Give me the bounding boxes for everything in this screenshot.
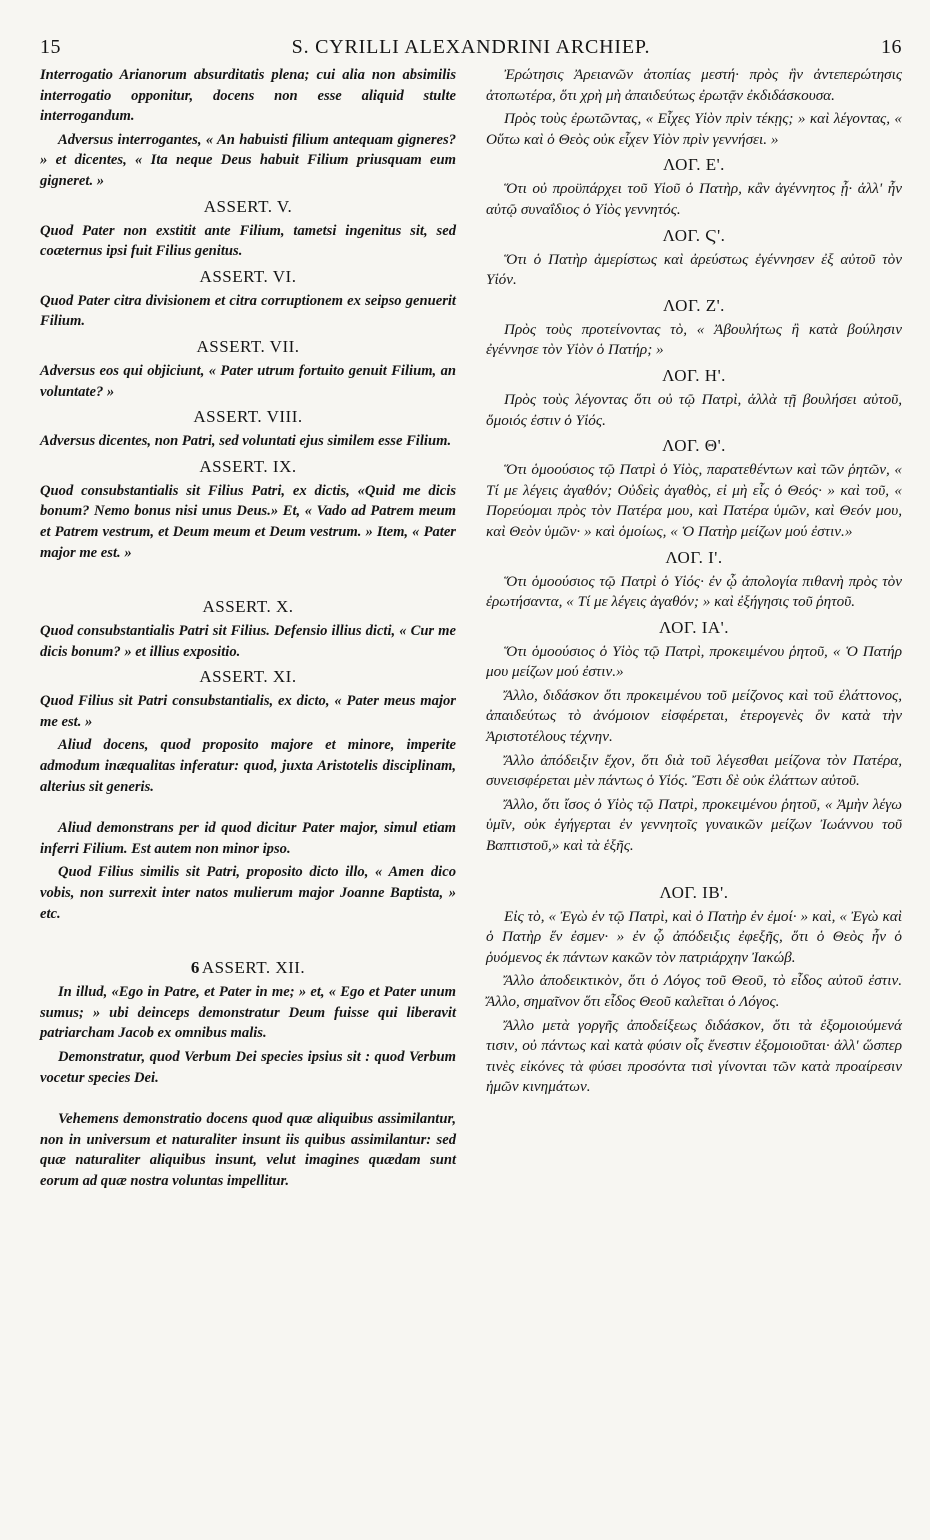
paragraph: Quod Pater citra divisionem et citra corruptionem ex seipso genuerit Filium.: [40, 292, 456, 330]
assertion-heading: [40, 666, 456, 688]
paragraph: Πρὸς τοὺς προτείνοντας τὸ, « Ἀβουλήτως ἢ κατὰ βούλησιν ἐγέννησε τὸν Υἱὸν ὁ Πατήρ; »: [486, 320, 902, 359]
heading-text: ASSERT. V.: [203, 196, 293, 216]
heading-text: ΛΟΓ. ΙΒ'.: [659, 882, 729, 902]
right-page-number: 16: [880, 36, 902, 58]
heading-text: ASSERT. VII.: [196, 336, 300, 356]
spacer: [40, 927, 456, 953]
assertion-heading: [40, 196, 456, 218]
paragraph: Interrogatio Arianorum absurditatis plena; cui alia non absimilis interrogatio opponitur, docens non esse aliquid stulte interrogandum.: [40, 67, 456, 125]
paragraph: Πρὸς τοὺς λέγοντας ὅτι οὐ τῷ Πατρὶ, ἀλλὰ τῇ βουλήσει αὐτοῦ, ὅμοιός ἐστιν ὁ Υἱός.: [486, 390, 902, 429]
logos-heading: [486, 617, 902, 639]
margin-marker: 6: [190, 958, 200, 978]
logos-heading: [486, 154, 902, 176]
paragraph: Quod Filius sit Patri consubstantialis, ex dicto, « Pater meus major me est. »: [40, 693, 456, 730]
paragraph: Adversus interrogantes, « An habuisti filium antequam gigneres? » et dicentes, « Ita neque Deus habuit Filium priusquam eum gigneret. »: [40, 131, 456, 189]
paragraph: Vehemens demonstratio docens quod quæ aliquibus assimilantur, non in universum et naturaliter insunt iis quibus assimilantur: sed quæ naturaliter aliquibus insunt, velut imagines quædam sunt eorum ad quæ nostra voluntas impellitur.: [40, 1111, 456, 1189]
paragraph: Aliud docens, quod proposito majore et minore, imperite admodum inæqualitas inferatur: quod, juxta Aristotelis disciplinam, alterius sit generis.: [40, 737, 456, 795]
heading-text: ΛΟΓ. Ι'.: [665, 547, 723, 567]
logos-heading: [486, 225, 902, 247]
greek-column: [486, 65, 902, 1195]
paragraph: Πρὸς τοὺς ἐρωτῶντας, « Εἶχες Υἱὸν πρὶν τέκῃς; » καὶ λέγοντας, « Οὕτω καὶ ὁ Θεὸς οὐκ εἶχεν Υἱὸν πρὶν γεννήσει. »: [486, 110, 902, 148]
paragraph: Demonstratur, quod Verbum Dei species ipsius sit : quod Verbum vocetur species Dei.: [40, 1049, 456, 1086]
spacer: [40, 566, 456, 592]
paragraph: Adversus eos qui objiciunt, « Pater utrum fortuito genuit Filium, an voluntate? »: [40, 362, 456, 400]
running-title: S. CYRILLI ALEXANDRINI ARCHIEP.: [291, 36, 651, 58]
logos-heading: [486, 435, 902, 457]
heading-text: ΛΟΓ. ΙΑ'.: [659, 617, 729, 637]
heading-text: ΛΟΓ. Ζ'.: [663, 295, 725, 315]
spacer: [486, 860, 902, 878]
spacer: [40, 800, 456, 818]
heading-text: ASSERT. VIII.: [193, 407, 303, 427]
paragraph: Ἄλλο, ὅτι ἴσος ὁ Υἱὸς τῷ Πατρὶ, προκειμένου ῥητοῦ, « Ἀμὴν λέγω ὑμῖν, οὐκ ἐγήγερται ἐν γεννητοῖς γυναικῶν μείζων Ἰωάννου τοῦ Βαπτιστοῦ,» καὶ τὰ ἑξῆς.: [486, 795, 902, 855]
heading-text: ΛΟΓ. Θ'.: [662, 436, 726, 456]
assertion-heading: [40, 336, 456, 358]
heading-text: ASSERT. XI.: [199, 667, 297, 687]
paragraph: Ἄλλο ἀποδεικτικὸν, ὅτι ὁ Λόγος τοῦ Θεοῦ, τὸ εἶδος αὐτοῦ ἐστιν. Ἄλλο, σημαῖνον ὅτι εἶδος Θεοῦ καλεῖται ὁ Λόγος.: [486, 972, 902, 1010]
heading-text: ASSERT. IX.: [199, 456, 297, 476]
assertion-heading: [40, 596, 456, 618]
paragraph: Ἐρώτησις Ἀρειανῶν ἀτοπίας μεστή· πρὸς ἣν ἀντεπερώτησις ἀτοπωτέρα, ὅτι χρὴ μὴ ἀπαιδεύτως ἐρωτᾷν ἐκδιδάσκουσα.: [486, 66, 902, 104]
paragraph: Εἰς τὸ, « Ἐγὼ ἐν τῷ Πατρὶ, καὶ ὁ Πατὴρ ἐν ἐμοί· » καὶ, « Ἐγὼ καὶ ὁ Πατὴρ ἕν ἐσμεν· » ἐν ᾧ ἀπόδειξις ἐφεξῆς, ὅτι ὁ Θεὸς ἦν ὁ ῥυόμενος ἐκ πάντων κακῶν τὸν πατριάρχην Ἰακώβ.: [486, 907, 902, 966]
heading-text: ΛΟΓ. Ϛ'.: [662, 225, 726, 245]
paragraph: Ὅτι ὁ Πατὴρ ἀμερίστως καὶ ἀρεύστως ἐγέννησεν ἐξ αὐτοῦ τὸν Υἱόν.: [486, 250, 902, 289]
logos-heading: [486, 295, 902, 317]
left-page-number: 15: [40, 36, 61, 58]
paragraph: Ἄλλο, διδάσκον ὅτι προκειμένου τοῦ μείζονος καὶ τοῦ ἐλάττονος, ἀπαιδεύτως τὸ ἀνόμοιον εἰσφέρεται, ἑτερογενὲς ὂν κατὰ τὴν Ἀριστοτέλους τέχνην.: [486, 686, 902, 746]
logos-heading: [486, 547, 902, 569]
paragraph: Ὅτι οὐ προϋπάρχει τοῦ Υἱοῦ ὁ Πατὴρ, κἂν ἀγέννητος ᾖ· ἀλλ' ἦν αὐτῷ συναΐδιος ὁ Υἱὸς γεννητός.: [486, 180, 902, 218]
paragraph: Quod Filius similis sit Patri, proposito dicto illo, « Amen dico vobis, non surrexit inter natos mulierum major Joanne Baptista, » etc.: [40, 864, 456, 922]
heading-text: ASSERT. X.: [202, 597, 294, 617]
spacer: [40, 1091, 456, 1109]
heading-text: ΛΟΓ. Ε'.: [663, 155, 725, 175]
paragraph: Ὅτι ὁμοούσιος τῷ Πατρὶ ὁ Υἱὸς, παρατεθέντων καὶ τῶν ῥητῶν, « Τί με λέγεις ἀγαθόν; Οὐδεὶς ἀγαθὸς, εἰ μὴ εἷς ὁ Θεός· » καὶ τοῦ, « Πορεύομαι πρὸς τὸν Πατέρα μου, καὶ Πατέρα ὑμῶν, καὶ Θεόν μου, καὶ Θεὸν ὑμῶν· » καὶ ὁμοίως, « Ὁ Πατὴρ μείζων μού ἐστιν.»: [486, 461, 902, 540]
paragraph: Ἄλλο μετὰ γοργῆς ἀποδείξεως διδάσκον, ὅτι τὰ ἐξομοιούμενά τισιν, οὐ πάντως καὶ κατὰ φύσιν οἷς ἔνεστιν ἐξομοιοῦται· ἀλλ' ὥσπερ τινὲς εἰκόνες τὰ φύσει προσόντα τισὶ γίνονται τῶν κατὰ προαίρεσιν ἡμῶν κινημάτων.: [486, 1016, 902, 1096]
assertion-heading: [40, 266, 456, 288]
assertion-heading: [40, 406, 456, 428]
paragraph: Aliud demonstrans per id quod dicitur Pater major, simul etiam inferri Filium. Est autem non minor ipso.: [40, 820, 456, 857]
paragraph: Ὅτι ὁμοούσιος ὁ Υἱὸς τῷ Πατρὶ, προκειμένου ῥητοῦ, « Ὁ Πατήρ μου μείζων μού ἐστιν.»: [486, 642, 902, 681]
paragraph: In illud, «Ego in Patre, et Pater in me; » et, « Ego et Pater unum sumus; » ubi deinceps demonstratur Deum fuisse qui liberavit patriarcham Jacob ex omnibus malis.: [40, 984, 456, 1042]
paragraph: Ὅτι ὁμοούσιος τῷ Πατρὶ ὁ Υἱός· ἐν ᾧ ἀπολογία πιθανὴ πρὸς τὸν ἐρωτήσαντα, « Τί με λέγεις ἀγαθόν; » καὶ ἐξήγησις τοῦ ῥητοῦ.: [486, 572, 902, 611]
paragraph: Ἄλλο ἀπόδειξιν ἔχον, ὅτι διὰ τοῦ λέγεσθαι μείζονα τὸν Πατέρα, συνεισφέρεται μὲν πάντως ὁ Υἱός. Ἔστι δὲ οὐκ ἐλάττων αὐτοῦ.: [486, 751, 902, 790]
latin-column: [40, 65, 456, 1195]
heading-text: ASSERT. VI.: [199, 266, 297, 286]
heading-text: ASSERT. XII.: [201, 958, 306, 978]
paragraph: Quod consubstantialis sit Filius Patri, ex dictis, «Quid me dicis bonum? Nemo bonus nisi unus Deus.» Et, « Vado ad Patrem meum et Patrem vestrum, et Deum meum et Deum vestrum. » Item, « Pater major me est. »: [40, 482, 456, 561]
logos-heading: [486, 882, 902, 904]
running-header: [40, 36, 902, 59]
heading-text: ΛΟΓ. Η'.: [662, 365, 726, 385]
paragraph: Quod consubstantialis Patri sit Filius. Defensio illius dicti, « Cur me dicis bonum? » et illius expositio.: [40, 623, 456, 660]
paragraph: Adversus dicentes, non Patri, sed voluntati ejus similem esse Filium.: [40, 433, 452, 450]
logos-heading: [486, 365, 902, 387]
paragraph: Quod Pater non exstitit ante Filium, tametsi ingenitus sit, sed coæternus ipsi fuit Filius genitus.: [40, 222, 456, 260]
assertion-heading: [40, 456, 456, 478]
two-column-body: [40, 65, 902, 1195]
assertion-heading: [40, 957, 456, 979]
